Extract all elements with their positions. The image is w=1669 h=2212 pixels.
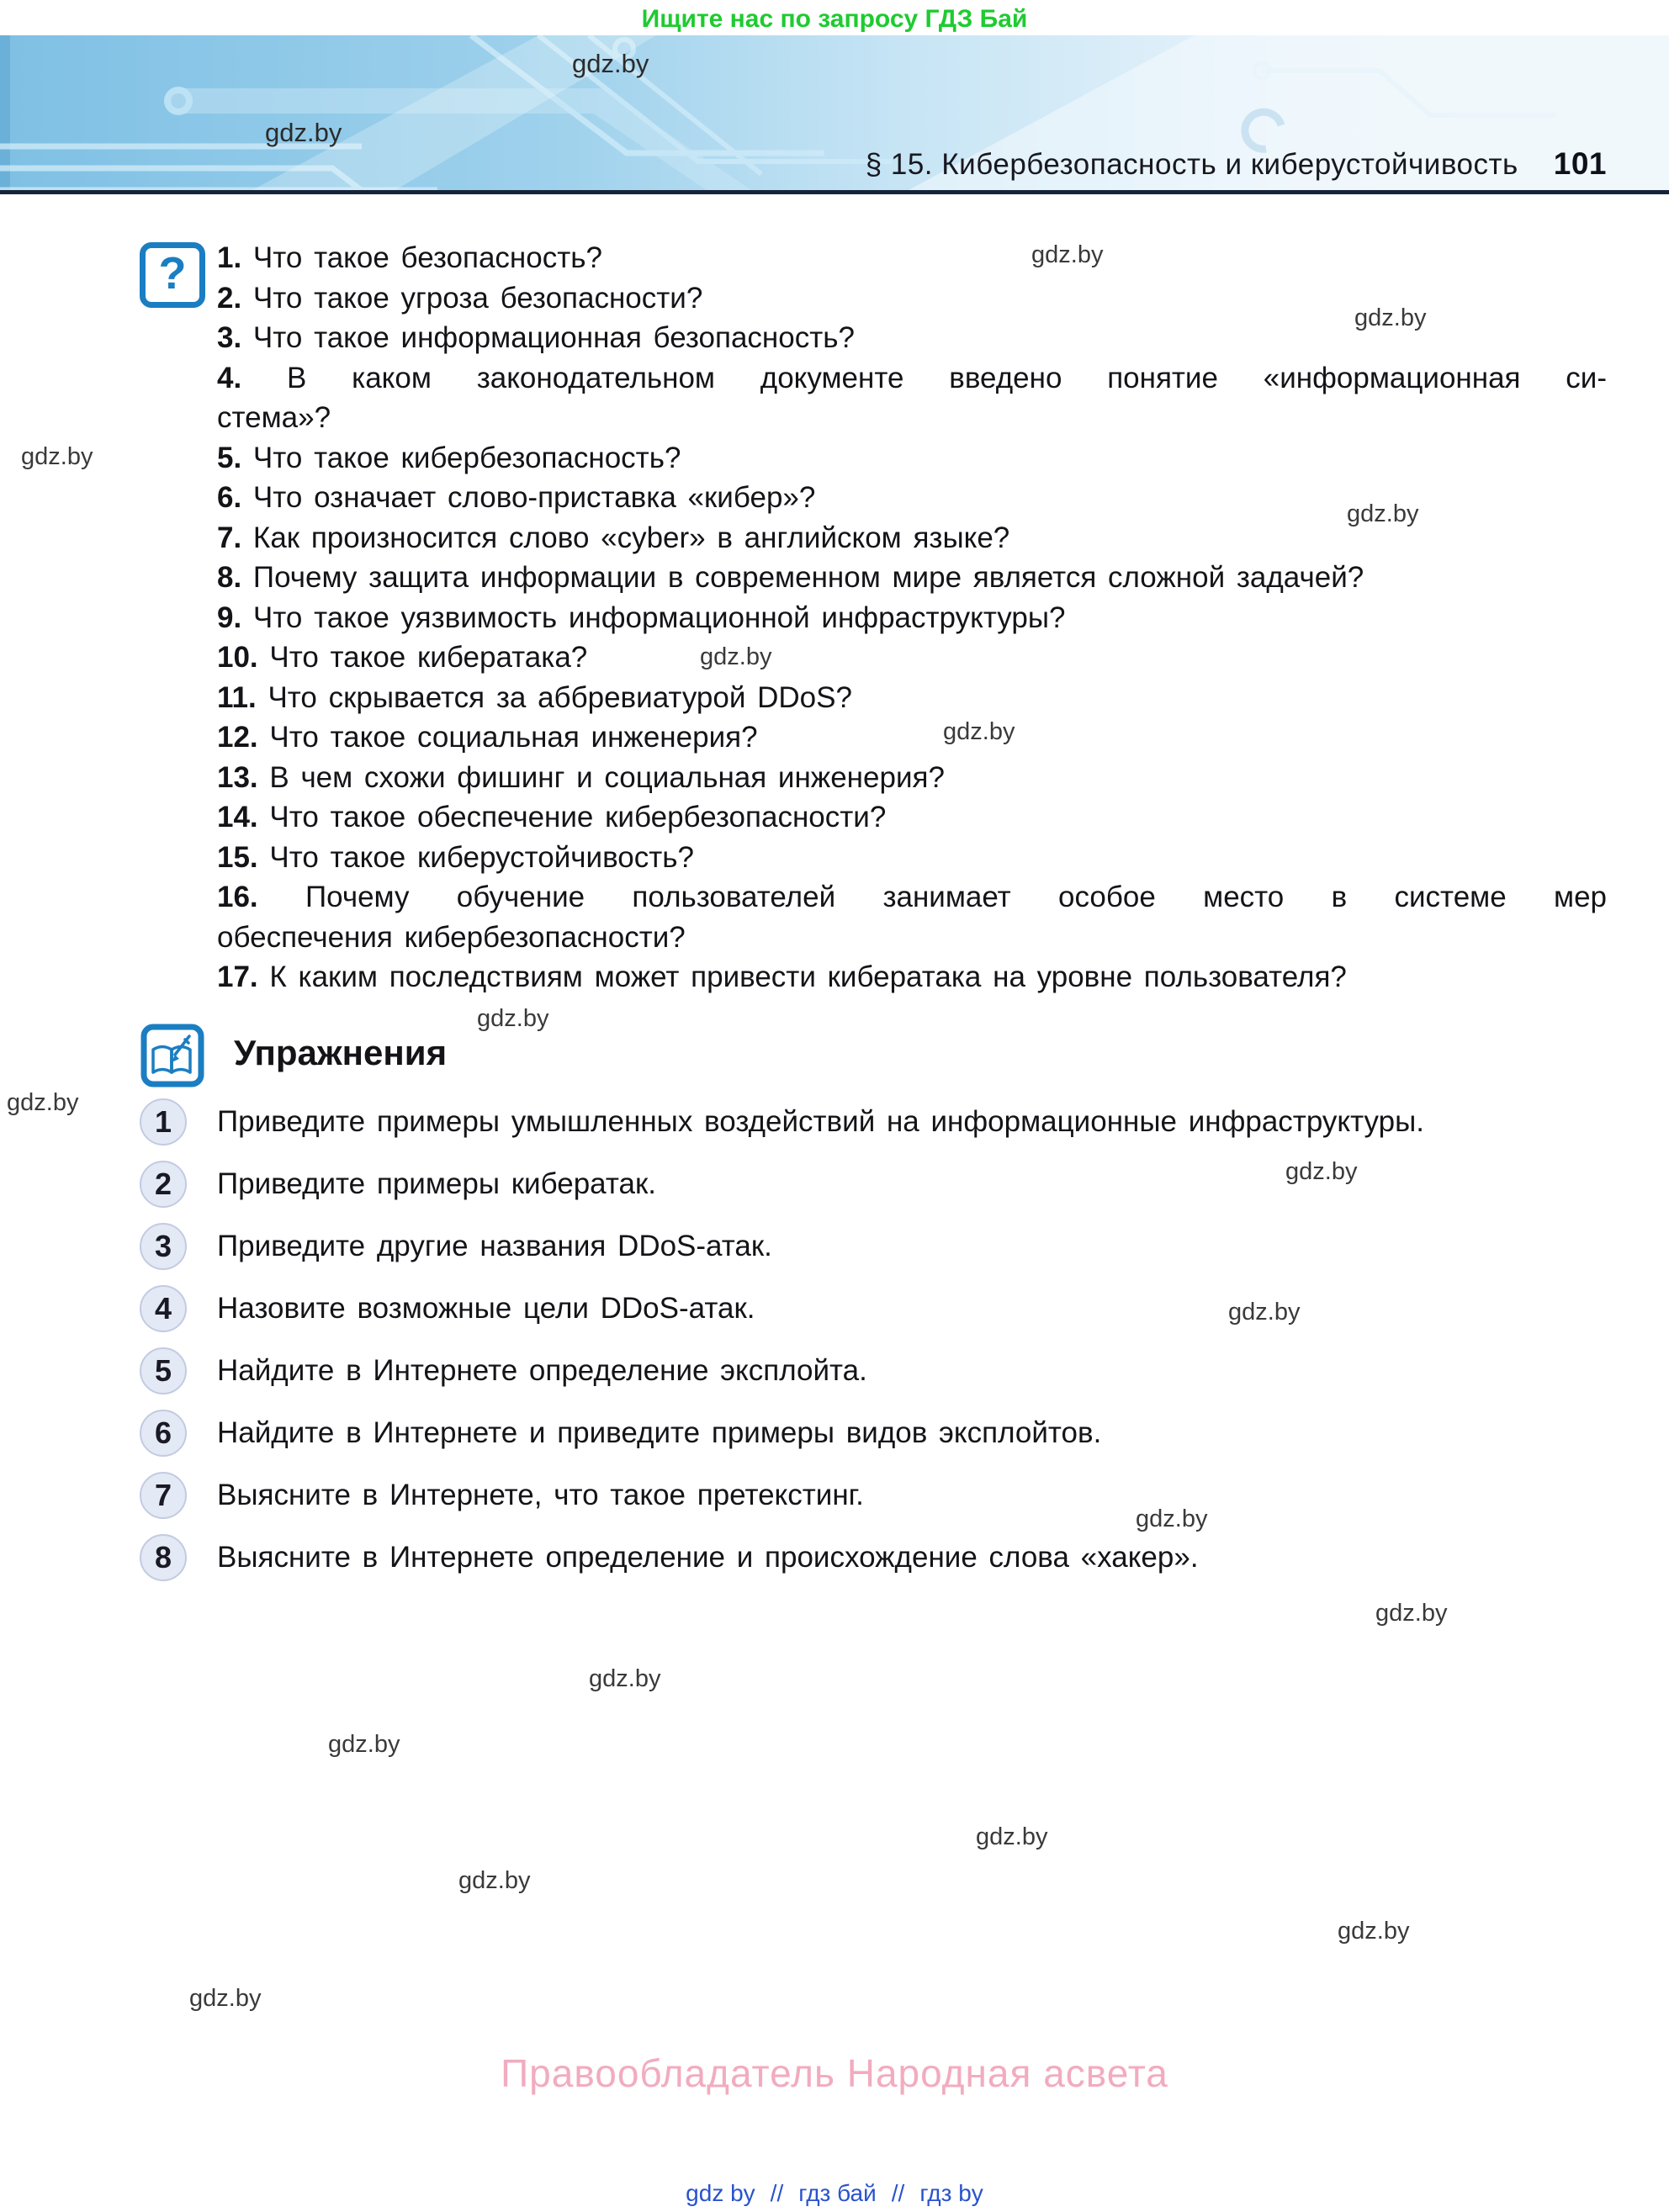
question-number: 7. <box>217 521 242 554</box>
gdz-watermark: gdz.by <box>328 1731 400 1758</box>
exercises-heading: Упражнения <box>234 1033 448 1072</box>
exercise-row <box>140 1472 864 1519</box>
copyright-text: Правообладатель Народная асвета <box>501 2051 1168 2095</box>
exercise-number: 8 <box>154 1540 172 1574</box>
question-number: 16. <box>217 881 258 913</box>
question-number: 8. <box>217 561 242 594</box>
question-number: 12. <box>217 721 258 754</box>
question-item: 5. Что такое кибербезопасность? <box>217 441 681 474</box>
gdz-watermark: gdz.by <box>1136 1506 1208 1532</box>
exercise-number-badge <box>140 1534 187 1581</box>
gdz-watermark: gdz.by <box>1354 304 1427 331</box>
exercise-text: Найдите в Интернете и приведите примеры видов эксплойтов. <box>217 1416 1102 1449</box>
promo-banner-text: Ищите нас по запросу ГДЗ Бай <box>641 5 1028 33</box>
exercise-number-badge <box>140 1223 187 1270</box>
question-item: 12. Что такое социальная инженерия? <box>217 721 758 754</box>
question-item: 3. Что такое информационная безопасность? <box>217 321 855 354</box>
exercise-text: Выясните в Интернете определение и происхождение слова «хакер». <box>217 1541 1199 1574</box>
question-item: 6. Что означает слово-приставка «кибер»? <box>217 481 816 514</box>
question-item: 2. Что такое угроза безопасности? <box>217 281 703 315</box>
question-item: 16. Почему обучение пользователей занимает особое место в системе мер <box>217 881 1607 913</box>
question-item: 10. Что такое кибератака? <box>217 641 588 674</box>
page-number: 101 <box>1553 146 1607 181</box>
exercise-text: Выясните в Интернете, что такое претекстинг. <box>217 1479 864 1511</box>
exercise-row <box>140 1161 656 1208</box>
gdz-watermark: gdz.by <box>1228 1299 1301 1326</box>
header-divider <box>0 190 1669 194</box>
exercise-number: 4 <box>154 1291 172 1326</box>
control-questions-list <box>217 238 1607 998</box>
exercise-text: Приведите примеры кибератак. <box>217 1167 656 1200</box>
exercise-number: 2 <box>154 1167 172 1201</box>
gdz-watermark: gdz.by <box>589 1665 661 1692</box>
exercise-row <box>140 1534 1199 1581</box>
gdz-watermark: gdz.by <box>1338 1918 1410 1945</box>
gdz-watermark: gdz.by <box>7 1089 79 1116</box>
exercise-number: 6 <box>154 1416 172 1450</box>
gdz-watermark: gdz.by <box>189 1985 262 2012</box>
gdz-watermark: gdz.by <box>976 1823 1048 1850</box>
exercise-number-badge <box>140 1098 187 1146</box>
exercise-row <box>140 1410 1101 1457</box>
footer-link-separator: // <box>770 2180 784 2206</box>
exercise-number-badge <box>140 1347 187 1394</box>
footer-link[interactable]: гдз by <box>919 2180 983 2206</box>
question-number: 13. <box>217 760 258 794</box>
exercise-row <box>140 1223 772 1270</box>
question-number: 15. <box>217 840 258 874</box>
exercise-number-badge <box>140 1472 187 1519</box>
footer-link[interactable]: гдз бай <box>798 2180 877 2206</box>
gdz-watermark: gdz.by <box>572 49 649 78</box>
exercise-text: Приведите другие названия DDoS-атак. <box>217 1230 772 1262</box>
exercise-row <box>140 1347 867 1394</box>
exercise-number: 5 <box>154 1353 172 1388</box>
question-item: 13. В чем схожи фишинг и социальная инженерия? <box>217 760 945 794</box>
section-header <box>866 146 1607 182</box>
footer-links <box>0 2180 1669 2207</box>
gdz-watermark: gdz.by <box>1031 241 1104 268</box>
exercise-text: Назовите возможные цели DDoS-атак. <box>217 1292 755 1325</box>
question-number: 11. <box>217 680 257 714</box>
question-item: 9. Что такое уязвимость информационной инфраструктуры? <box>217 601 1066 634</box>
question-number: 1. <box>217 241 242 274</box>
gdz-watermark: gdz.by <box>1285 1158 1358 1185</box>
question-number: 17. <box>217 960 258 993</box>
gdz-watermark: gdz.by <box>265 118 342 147</box>
gdz-watermark: gdz.by <box>21 443 93 470</box>
exercise-text: Найдите в Интернете определение эксплойта. <box>217 1354 867 1387</box>
question-item: 17. К каким последствиям может привести кибератака на уровне пользователя? <box>217 960 1347 993</box>
header-banner-image <box>0 35 1669 190</box>
gdz-watermark: gdz.by <box>458 1867 531 1894</box>
footer-link-separator: // <box>891 2180 905 2206</box>
footer-link[interactable]: gdz by <box>686 2180 755 2206</box>
question-number: 5. <box>217 441 242 474</box>
section-title: § 15. Кибербезопасность и киберустойчивость <box>865 148 1518 181</box>
exercise-number-badge <box>140 1410 187 1457</box>
question-item: 1. Что такое безопасность? <box>217 241 602 274</box>
question-item-continuation: стема»? <box>217 401 331 434</box>
question-item: 4. В каком законодательном документе введено понятие «информационная си- <box>217 361 1607 394</box>
gdz-watermark: gdz.by <box>700 643 772 670</box>
exercise-text: Приведите примеры умышленных воздействий на информационные инфраструктуры. <box>217 1105 1424 1138</box>
question-number: 3. <box>217 321 242 354</box>
exercise-row <box>140 1098 1424 1146</box>
question-mark-glyph: ? <box>158 248 187 299</box>
exercise-number-badge <box>140 1285 187 1332</box>
question-item: 8. Почему защита информации в современном мире является сложной задачей? <box>217 561 1364 594</box>
question-item: 7. Как произносится слово «cyber» в английском языке? <box>217 521 1010 554</box>
gdz-watermark: gdz.by <box>477 1005 549 1032</box>
exercise-number: 1 <box>154 1104 172 1139</box>
book-pen-icon <box>140 1023 205 1088</box>
exercise-number-badge <box>140 1161 187 1208</box>
question-number: 10. <box>217 641 258 674</box>
question-number: 4. <box>217 361 242 394</box>
question-number: 6. <box>217 481 242 514</box>
question-mark-icon <box>140 242 205 308</box>
question-number: 9. <box>217 601 242 634</box>
question-item: 14. Что такое обеспечение кибербезопасности? <box>217 801 887 833</box>
question-item: 11. Что скрывается за аббревиатурой DDoS? <box>217 680 852 714</box>
gdz-watermark: gdz.by <box>1375 1600 1448 1627</box>
question-number: 2. <box>217 281 242 315</box>
exercise-number: 7 <box>154 1478 172 1512</box>
gdz-watermark: gdz.by <box>943 718 1015 745</box>
question-number: 14. <box>217 801 258 833</box>
question-item: 15. Что такое киберустойчивость? <box>217 840 694 874</box>
question-item-continuation: обеспечения кибербезопасности? <box>217 920 686 954</box>
exercise-number: 3 <box>154 1229 172 1263</box>
exercise-row <box>140 1285 755 1332</box>
gdz-watermark: gdz.by <box>1347 500 1419 527</box>
